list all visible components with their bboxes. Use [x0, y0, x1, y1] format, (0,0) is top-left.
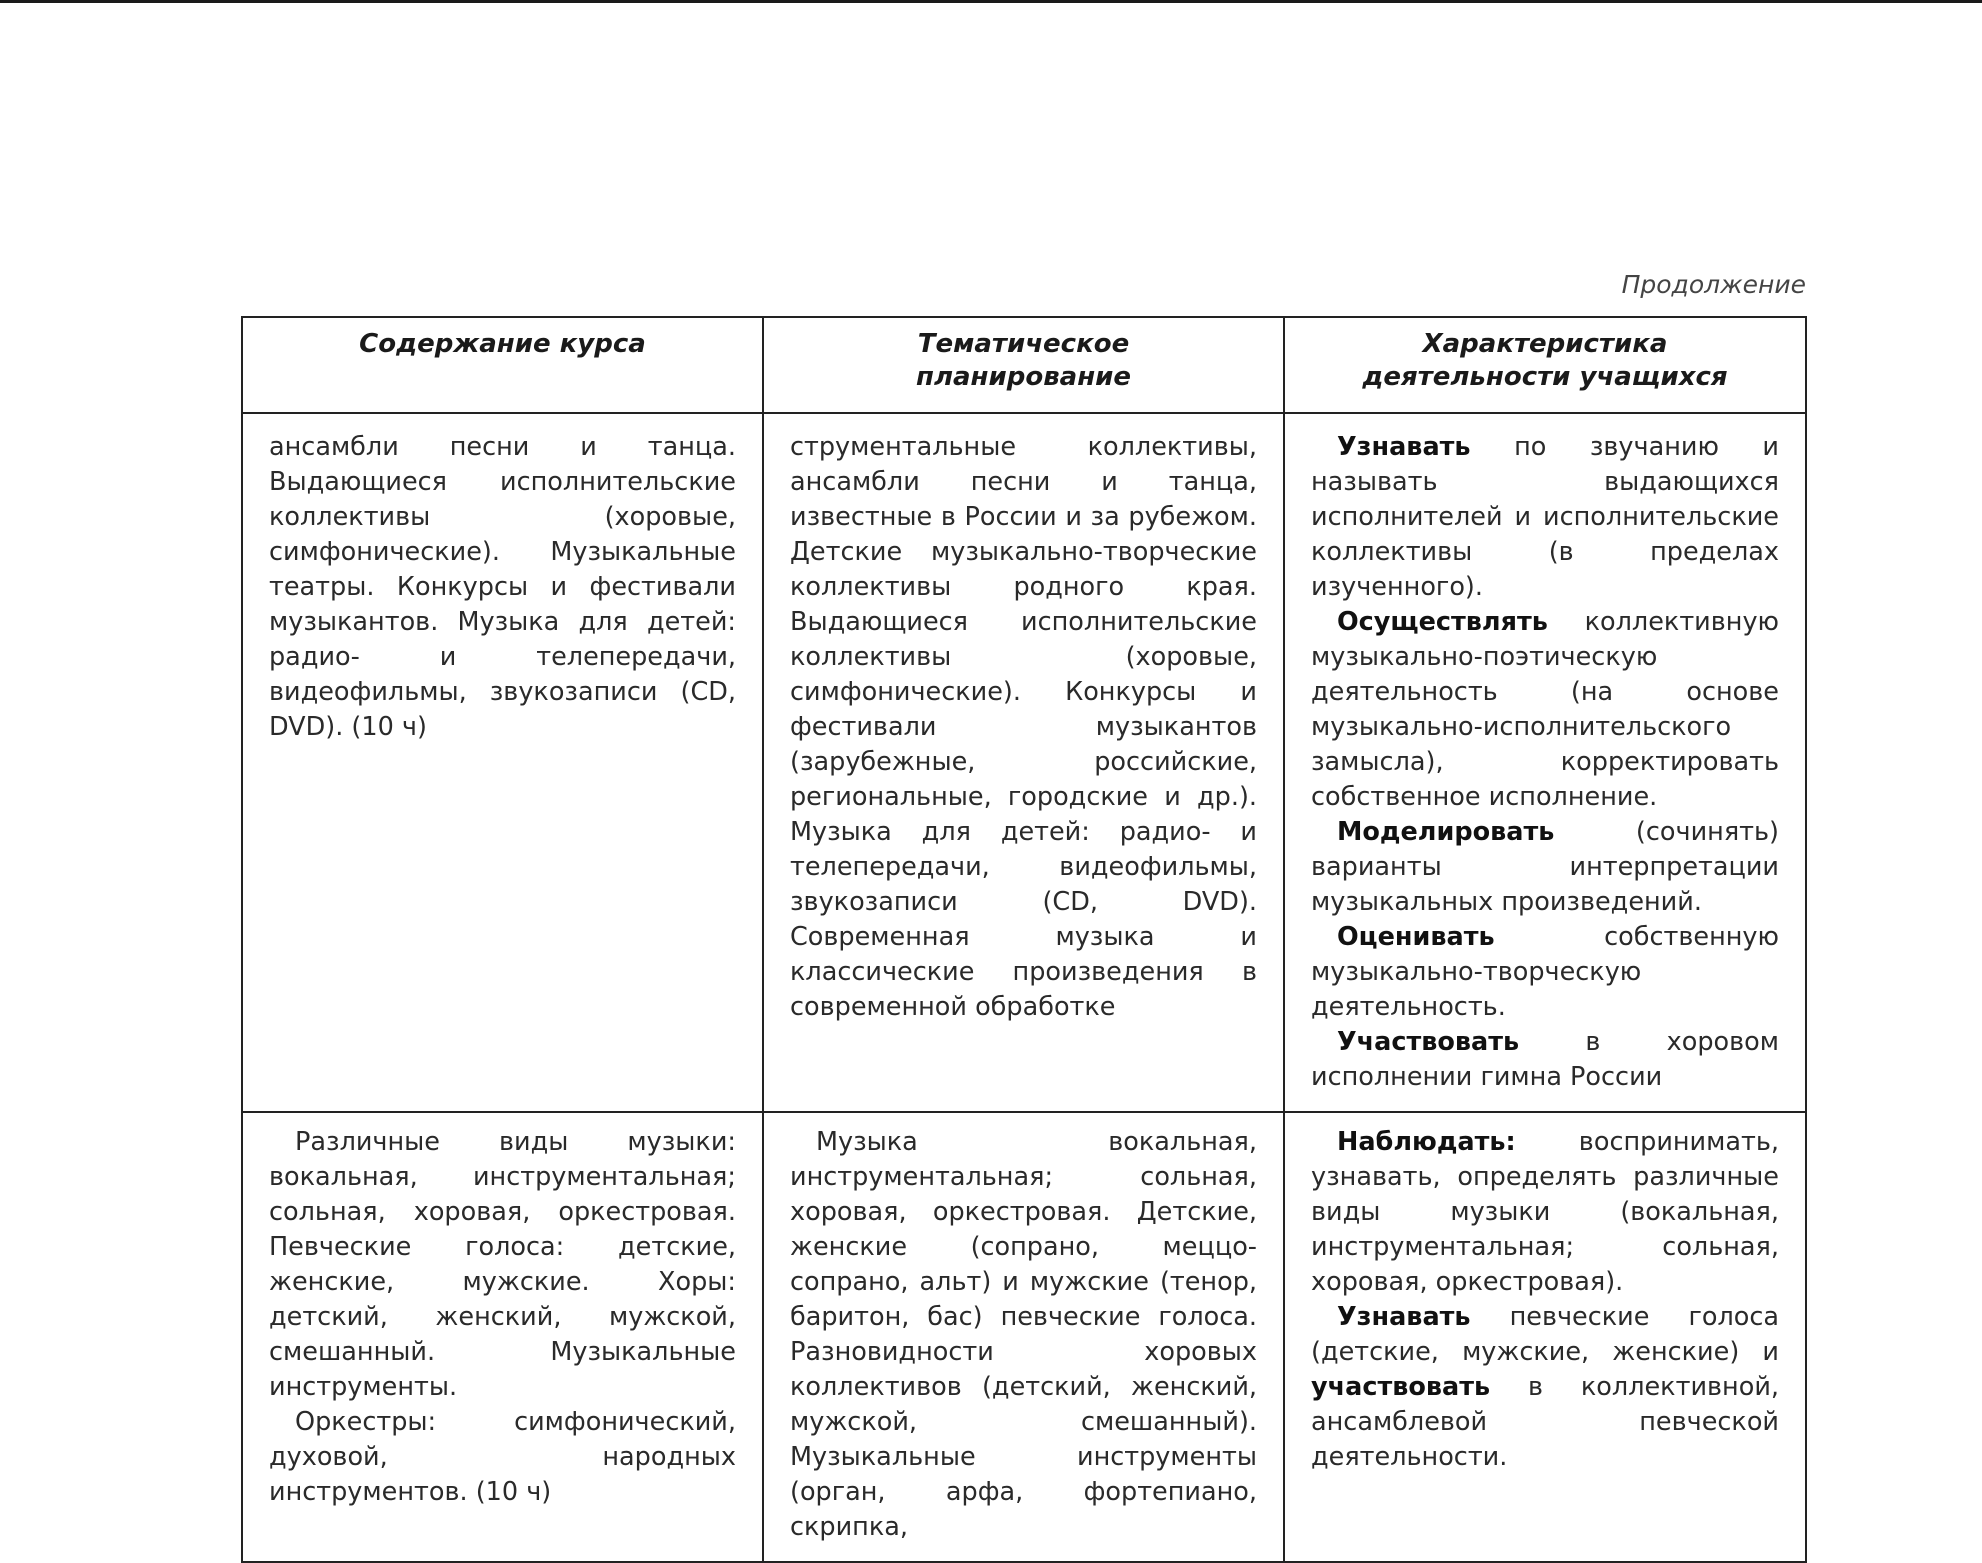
header-line: Тематическое — [917, 329, 1130, 359]
activity-text: воспринимать, узнавать, определять различные виды музыки (вокальная, инструментальная; сольная, хоровая, оркестровая). — [1311, 1127, 1779, 1297]
activity-item — [1311, 430, 1779, 605]
activity-text: по звучанию и называть выдающихся исполнителей и исполнительские коллективы (в пределах изученного). — [1311, 432, 1779, 602]
header-student-activity — [1284, 317, 1806, 413]
activity-text: в коллективной, ансамблевой певческой деятельности. — [1311, 1372, 1779, 1472]
cell-text: струментальные коллективы, ансамбли песни и танца, известные в России и за рубежом. Детские музыкально-творческие коллективы родного края. Выдающиеся исполнительские коллективы (хоровые, симфонические). Конкурсы и фестивали музыкантов (зарубежные, российские, региональные, городские и др.). Музыка для детей: радио- и телепередачи, видеофильмы, звукозаписи (CD, DVD). Современная музыка и классические произведения в современной обработке — [790, 432, 1257, 1022]
cell-text: Музыка вокальная, инструментальная; сольная, хоровая, оркестровая. Детские, женские (сопрано, меццо-сопрано, альт) и мужские (тенор, баритон, бас) певческие голоса. Разновидности хоровых коллективов (детский, женский, мужской, смешанный). Музыкальные инструменты (орган, арфа, фортепиано, скрипка, — [790, 1127, 1257, 1542]
cell-activities — [1284, 413, 1806, 1112]
header-line: деятельности учащихся — [1362, 362, 1728, 392]
activity-item — [1311, 815, 1779, 920]
cell-text: Оркестры: симфонический, духовой, народных инструментов. (10 ч) — [269, 1407, 736, 1507]
curriculum-table — [241, 316, 1807, 1563]
cell-content — [242, 413, 763, 1112]
header-line: Характеристика — [1422, 329, 1668, 359]
header-line: планирование — [915, 362, 1132, 392]
activity-item — [1311, 1125, 1779, 1300]
table-row — [242, 1112, 1806, 1562]
cell-activities — [1284, 1112, 1806, 1562]
header-course-content — [242, 317, 763, 413]
activity-text: в хоровом исполнении гимна России — [1311, 1027, 1779, 1092]
activity-item — [1311, 1300, 1779, 1475]
cell-text: Различные виды музыки: вокальная, инструментальная; сольная, хоровая, оркестровая. Певческие голоса: детские, женские, мужские. Хоры: детский, женский, мужской, смешанный. Музыкальные инструменты. — [269, 1127, 736, 1402]
cell-planning — [763, 1112, 1284, 1562]
continuation-label: Продолжение — [1621, 270, 1806, 299]
activity-item — [1311, 1025, 1779, 1095]
header-line: Содержание курса — [359, 329, 646, 359]
table-row — [242, 413, 1806, 1112]
activity-verb: Участвовать — [1337, 1027, 1520, 1057]
activity-verb: Оценивать — [1337, 922, 1495, 952]
activity-verb: Узнавать — [1337, 1302, 1471, 1332]
activity-text: собственную музыкально-творческую деятельность. — [1311, 922, 1779, 1022]
page-top-border — [0, 0, 1982, 3]
activity-verb: Моделировать — [1337, 817, 1555, 847]
cell-planning — [763, 413, 1284, 1112]
activity-text: певческие голоса (детские, мужские, женские) и — [1311, 1302, 1779, 1367]
activity-verb: Осуществлять — [1337, 607, 1548, 637]
activity-verb: Узнавать — [1337, 432, 1471, 462]
activity-text: (сочинять) варианты интерпретации музыкальных произведений. — [1311, 817, 1779, 917]
table-header-row — [242, 317, 1806, 413]
cell-text: ансамбли песни и танца. Выдающиеся исполнительские коллективы (хоровые, симфонические). Музыкальные театры. Конкурсы и фестивали музыкантов. Музыка для детей: радио- и телепередачи, видеофильмы, звукозаписи (CD, DVD). (10 ч) — [269, 432, 736, 742]
activity-item — [1311, 605, 1779, 815]
header-thematic-planning — [763, 317, 1284, 413]
activity-verb: Наблюдать: — [1337, 1127, 1516, 1157]
activity-item — [1311, 920, 1779, 1025]
activity-verb: участвовать — [1311, 1372, 1491, 1402]
cell-content — [242, 1112, 763, 1562]
activity-text: коллективную музыкально-поэтическую деятельность (на основе музыкально-исполнительского замысла), корректировать собственное исполнение. — [1311, 607, 1779, 812]
